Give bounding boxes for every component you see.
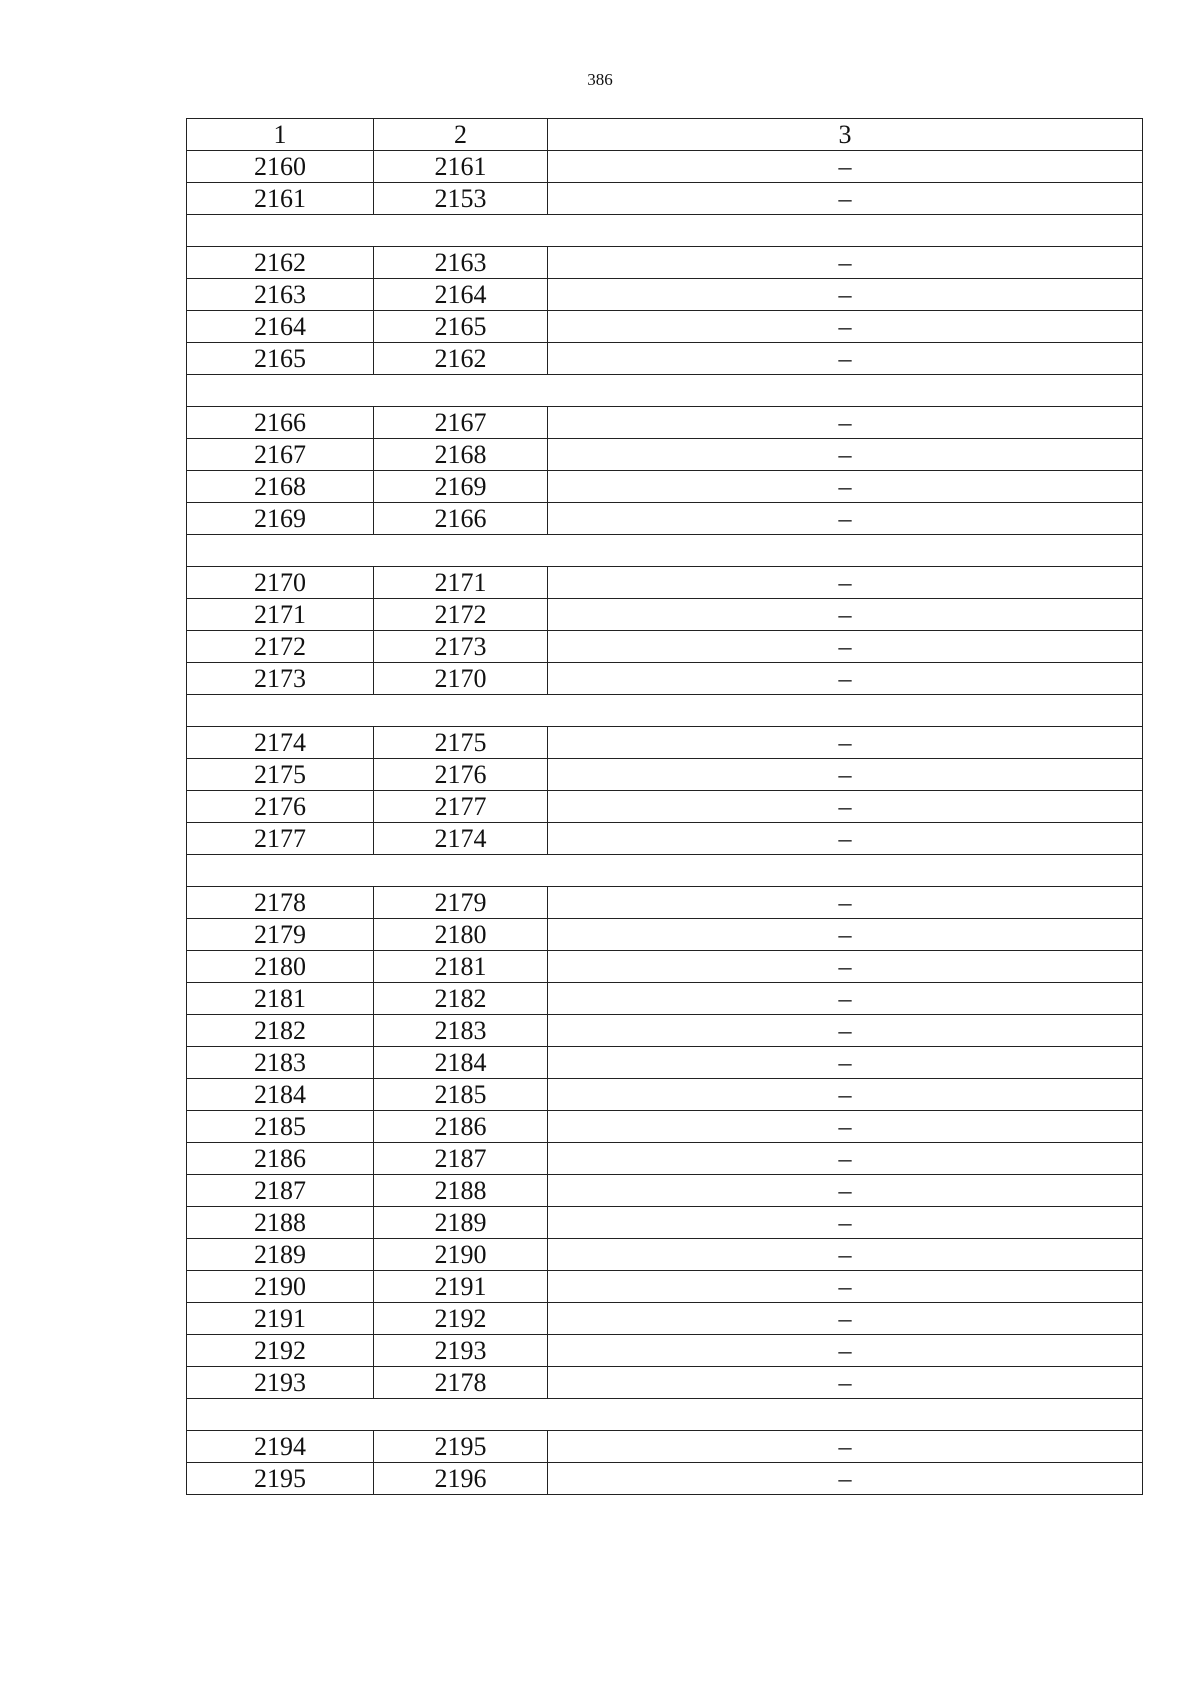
cell-col1: 2193	[187, 1367, 374, 1399]
cell-col1: 2169	[187, 503, 374, 535]
table-row	[187, 887, 1143, 919]
table-row	[187, 343, 1143, 375]
cell-col3: –	[548, 919, 1143, 951]
cell-col1: 2174	[187, 727, 374, 759]
cell-col3: –	[548, 663, 1143, 695]
cell-col2: 2174	[374, 823, 548, 855]
cell-col3: –	[548, 311, 1143, 343]
table-row	[187, 791, 1143, 823]
cell-col2: 2182	[374, 983, 548, 1015]
table-row	[187, 823, 1143, 855]
cell-col3: –	[548, 1079, 1143, 1111]
cell-col3: –	[548, 183, 1143, 215]
table-row	[187, 663, 1143, 695]
table-row	[187, 1175, 1143, 1207]
cell-col2: 2183	[374, 1015, 548, 1047]
cell-col1: 2171	[187, 599, 374, 631]
cell-col1: 2190	[187, 1271, 374, 1303]
cell-col1: 2177	[187, 823, 374, 855]
cell-col2: 2184	[374, 1047, 548, 1079]
table-row	[187, 1431, 1143, 1463]
cell-col3: –	[548, 1239, 1143, 1271]
cell-col1: 2191	[187, 1303, 374, 1335]
cell-col1: 2162	[187, 247, 374, 279]
cell-col2: 2187	[374, 1143, 548, 1175]
cell-col3: –	[548, 791, 1143, 823]
cell-col1: 2179	[187, 919, 374, 951]
table-row	[187, 311, 1143, 343]
cell-col2: 2181	[374, 951, 548, 983]
table-row	[187, 631, 1143, 663]
cell-col1: 2184	[187, 1079, 374, 1111]
header-cell-3: 3	[548, 119, 1143, 151]
cell-col2: 2188	[374, 1175, 548, 1207]
data-table	[186, 118, 1143, 1495]
group-separator-row	[187, 215, 1143, 247]
table-row	[187, 247, 1143, 279]
cell-col2: 2189	[374, 1207, 548, 1239]
group-separator-cell	[187, 215, 1143, 247]
table-row	[187, 279, 1143, 311]
cell-col1: 2164	[187, 311, 374, 343]
cell-col1: 2186	[187, 1143, 374, 1175]
table-row	[187, 951, 1143, 983]
cell-col1: 2168	[187, 471, 374, 503]
table-row	[187, 503, 1143, 535]
cell-col3: –	[548, 1303, 1143, 1335]
table-row	[187, 1367, 1143, 1399]
cell-col2: 2176	[374, 759, 548, 791]
table-row	[187, 151, 1143, 183]
cell-col2: 2193	[374, 1335, 548, 1367]
table-row	[187, 1015, 1143, 1047]
table-row	[187, 1463, 1143, 1495]
table-row	[187, 471, 1143, 503]
cell-col3: –	[548, 631, 1143, 663]
table-row	[187, 567, 1143, 599]
cell-col2: 2162	[374, 343, 548, 375]
cell-col1: 2183	[187, 1047, 374, 1079]
table-row	[187, 727, 1143, 759]
group-separator-row	[187, 375, 1143, 407]
table-row	[187, 1047, 1143, 1079]
cell-col3: –	[548, 1463, 1143, 1495]
cell-col1: 2161	[187, 183, 374, 215]
cell-col3: –	[548, 503, 1143, 535]
cell-col2: 2192	[374, 1303, 548, 1335]
cell-col2: 2166	[374, 503, 548, 535]
cell-col1: 2170	[187, 567, 374, 599]
cell-col1: 2176	[187, 791, 374, 823]
cell-col2: 2186	[374, 1111, 548, 1143]
cell-col2: 2171	[374, 567, 548, 599]
table-body	[187, 119, 1143, 1495]
cell-col2: 2161	[374, 151, 548, 183]
group-separator-cell	[187, 695, 1143, 727]
cell-col3: –	[548, 1431, 1143, 1463]
cell-col3: –	[548, 343, 1143, 375]
table-row	[187, 439, 1143, 471]
table-row	[187, 1143, 1143, 1175]
cell-col3: –	[548, 279, 1143, 311]
cell-col2: 2168	[374, 439, 548, 471]
cell-col3: –	[548, 1271, 1143, 1303]
cell-col1: 2188	[187, 1207, 374, 1239]
cell-col3: –	[548, 599, 1143, 631]
page-number: 386	[587, 70, 613, 89]
header-cell-2: 2	[374, 119, 548, 151]
cell-col1: 2178	[187, 887, 374, 919]
cell-col1: 2189	[187, 1239, 374, 1271]
header-cell-1: 1	[187, 119, 374, 151]
cell-col3: –	[548, 1047, 1143, 1079]
cell-col3: –	[548, 727, 1143, 759]
cell-col1: 2165	[187, 343, 374, 375]
table-row	[187, 599, 1143, 631]
table-row	[187, 759, 1143, 791]
table-row	[187, 1079, 1143, 1111]
table-row	[187, 983, 1143, 1015]
cell-col3: –	[548, 823, 1143, 855]
cell-col3: –	[548, 887, 1143, 919]
cell-col2: 2169	[374, 471, 548, 503]
cell-col2: 2173	[374, 631, 548, 663]
table-row	[187, 1303, 1143, 1335]
table-row	[187, 1111, 1143, 1143]
cell-col3: –	[548, 151, 1143, 183]
cell-col2: 2179	[374, 887, 548, 919]
cell-col2: 2164	[374, 279, 548, 311]
cell-col3: –	[548, 1015, 1143, 1047]
cell-col3: –	[548, 1367, 1143, 1399]
cell-col2: 2167	[374, 407, 548, 439]
cell-col3: –	[548, 1207, 1143, 1239]
cell-col1: 2180	[187, 951, 374, 983]
cell-col2: 2190	[374, 1239, 548, 1271]
cell-col1: 2172	[187, 631, 374, 663]
table-row	[187, 1239, 1143, 1271]
cell-col2: 2191	[374, 1271, 548, 1303]
group-separator-row	[187, 855, 1143, 887]
group-separator-cell	[187, 1399, 1143, 1431]
table-row	[187, 1271, 1143, 1303]
cell-col2: 2165	[374, 311, 548, 343]
table-row	[187, 183, 1143, 215]
cell-col2: 2172	[374, 599, 548, 631]
cell-col2: 2185	[374, 1079, 548, 1111]
cell-col3: –	[548, 983, 1143, 1015]
group-separator-row	[187, 1399, 1143, 1431]
cell-col2: 2196	[374, 1463, 548, 1495]
cell-col1: 2166	[187, 407, 374, 439]
group-separator-cell	[187, 375, 1143, 407]
cell-col3: –	[548, 1335, 1143, 1367]
cell-col1: 2187	[187, 1175, 374, 1207]
cell-col2: 2163	[374, 247, 548, 279]
cell-col3: –	[548, 759, 1143, 791]
cell-col1: 2160	[187, 151, 374, 183]
cell-col3: –	[548, 567, 1143, 599]
cell-col2: 2178	[374, 1367, 548, 1399]
cell-col3: –	[548, 1111, 1143, 1143]
cell-col2: 2177	[374, 791, 548, 823]
cell-col1: 2182	[187, 1015, 374, 1047]
cell-col1: 2194	[187, 1431, 374, 1463]
group-separator-row	[187, 695, 1143, 727]
cell-col3: –	[548, 1175, 1143, 1207]
cell-col2: 2180	[374, 919, 548, 951]
cell-col2: 2170	[374, 663, 548, 695]
header-row	[187, 119, 1143, 151]
cell-col3: –	[548, 407, 1143, 439]
cell-col1: 2173	[187, 663, 374, 695]
group-separator-cell	[187, 855, 1143, 887]
table-row	[187, 1207, 1143, 1239]
cell-col2: 2175	[374, 727, 548, 759]
table-row	[187, 1335, 1143, 1367]
cell-col1: 2195	[187, 1463, 374, 1495]
cell-col3: –	[548, 951, 1143, 983]
cell-col1: 2175	[187, 759, 374, 791]
cell-col1: 2167	[187, 439, 374, 471]
cell-col1: 2185	[187, 1111, 374, 1143]
cell-col1: 2192	[187, 1335, 374, 1367]
cell-col1: 2181	[187, 983, 374, 1015]
cell-col3: –	[548, 1143, 1143, 1175]
cell-col3: –	[548, 471, 1143, 503]
cell-col3: –	[548, 439, 1143, 471]
cell-col2: 2153	[374, 183, 548, 215]
table-row	[187, 919, 1143, 951]
cell-col2: 2195	[374, 1431, 548, 1463]
table-row	[187, 407, 1143, 439]
cell-col3: –	[548, 247, 1143, 279]
group-separator-row	[187, 535, 1143, 567]
cell-col1: 2163	[187, 279, 374, 311]
group-separator-cell	[187, 535, 1143, 567]
